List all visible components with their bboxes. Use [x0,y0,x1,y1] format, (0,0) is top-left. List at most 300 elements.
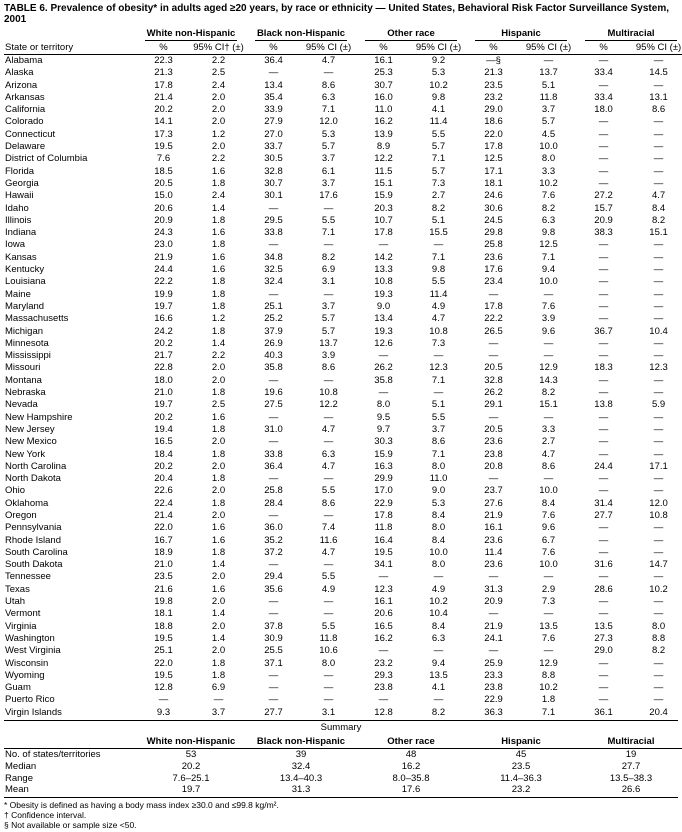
percent-value: — [598,657,609,669]
state-name: New Jersey [5,423,55,435]
ci-value: 6.3 [431,632,446,644]
percent-value: — [488,411,499,423]
table-row [4,596,682,608]
percent-value: — [378,239,389,251]
percent-value: 19.5 [154,632,173,644]
percent-value: — [598,79,609,91]
group-header-row [4,28,682,41]
percent-value: — [598,264,609,276]
ci-value: 7.6 [541,632,556,644]
percent-value: — [598,546,609,558]
table-row [4,608,682,620]
percent-value: — [598,596,609,608]
ci-value: 4.7 [431,313,446,325]
state-name: Delaware [5,141,46,153]
ci-value: 1.2 [211,128,226,140]
percent-value: — [598,374,609,386]
table-row [4,424,682,436]
percent-value: 16.1 [374,55,393,66]
ci-value: 1.8 [541,694,556,706]
ci-value: — [433,645,444,657]
footnote-not-available: § Not available or sample size <50. [4,820,137,831]
summary-value: 19 [625,749,637,761]
table-row [4,116,682,128]
ci-value: 10.2 [539,682,558,694]
ci-value: 11.4 [429,116,448,128]
ci-value: 11.4 [429,288,448,300]
summary-value: 53 [185,749,197,761]
percent-value: 24.5 [484,214,503,226]
ci-value: 5.7 [321,141,336,153]
percent-value: 12.6 [374,337,393,349]
summary-column-header: Hispanic [466,735,576,749]
percent-value: 30.7 [374,79,393,91]
ci-value: 8.6 [321,79,336,91]
ci-value: 8.0 [431,522,446,534]
ci-value: — [323,596,334,608]
ci-value: 17.6 [319,190,338,202]
summary-row-label: Median [5,760,37,772]
state-name: California [5,104,46,116]
percent-value: 29.3 [374,669,393,681]
percent-value: 24.4 [154,264,173,276]
percent-value: 20.9 [484,596,503,608]
percent-value: 30.6 [484,202,503,214]
summary-column-header: White non-Hispanic [136,735,246,749]
ci-value: 13.5 [539,620,558,632]
ci-value: 10.2 [429,596,448,608]
percent-value: 25.9 [484,657,503,669]
percent-value: 21.3 [484,67,503,79]
ci-value: 6.7 [541,534,556,546]
state-name: New Mexico [5,436,57,448]
ci-value: — [653,276,664,288]
percent-value: 20.2 [154,337,173,349]
ci-value: 2.5 [211,399,226,411]
column-group-header [356,28,466,41]
percent-value: 30.1 [264,190,283,202]
column-subheader: % [576,41,631,55]
ci-value: — [653,436,664,448]
ci-value: — [323,411,334,423]
percent-value: — [488,288,499,300]
table-row [4,264,682,276]
ci-value: 7.3 [431,177,446,189]
ci-value: — [653,374,664,386]
ci-value: 3.7 [321,153,336,165]
ci-value: 9.8 [431,91,446,103]
ci-value: 5.3 [321,128,336,140]
footnotes [4,800,678,830]
ci-value: 14.3 [539,374,558,386]
ci-value: — [653,546,664,558]
percent-value: 22.3 [154,55,173,66]
ci-value: 10.2 [539,177,558,189]
ci-value: 1.8 [211,473,226,485]
ci-value: — [323,608,334,620]
summary-value: 26.6 [621,784,641,796]
ci-value: — [653,116,664,128]
ci-value: 9.4 [541,264,556,276]
ci-value: 2.0 [211,91,226,103]
ci-value: — [653,79,664,91]
table-row [4,584,682,596]
ci-value: 1.8 [211,288,226,300]
ci-value: 7.6 [541,190,556,202]
ci-value: 12.3 [429,362,448,374]
percent-value: 19.9 [154,288,173,300]
percent-value: 19.5 [374,546,393,558]
percent-value: — [268,596,279,608]
percent-value: 22.2 [484,313,503,325]
percent-value: — [488,608,499,620]
table-row [4,252,682,264]
ci-value: — [653,387,664,399]
ci-value: 2.0 [211,485,226,497]
percent-value: 23.5 [154,571,173,583]
percent-value: 9.0 [376,300,391,312]
percent-value: — [378,387,389,399]
percent-value: 29.1 [484,399,503,411]
percent-value: 36.3 [484,706,503,718]
percent-value: 22.6 [154,485,173,497]
ci-value: — [653,596,664,608]
percent-value: — [598,116,609,128]
ci-value: 8.6 [321,362,336,374]
percent-value: 35.6 [264,583,283,595]
state-name: Maryland [5,300,45,312]
ci-value: 7.1 [431,153,446,165]
summary-body [4,749,682,797]
table-row [4,449,682,461]
ci-value: 9.6 [541,325,556,337]
state-name: Nevada [5,399,38,411]
state-name: Puerto Rico [5,694,55,706]
percent-value: — [598,423,609,435]
table-row [4,338,682,350]
percent-value: 32.4 [264,276,283,288]
percent-value: 21.3 [154,67,173,79]
ci-value: 9.8 [431,264,446,276]
table-row [4,313,682,325]
ci-value: 13.5 [429,669,448,681]
ci-value: 3.7 [431,423,446,435]
ci-value: 13.7 [539,67,558,79]
percent-value: — [268,608,279,620]
ci-value: — [653,313,664,325]
percent-value: 32.8 [484,374,503,386]
ci-value: 1.6 [211,534,226,546]
state-name: Tennessee [5,571,51,583]
percent-value: 11.4 [484,546,503,558]
ci-value: — [653,177,664,189]
table-row [4,289,682,301]
percent-value: 27.0 [264,128,283,140]
ci-value: 1.8 [211,497,226,509]
percent-value: 13.4 [264,79,283,91]
ci-value: 4.1 [431,682,446,694]
ci-value: — [653,411,664,423]
percent-value: 18.4 [154,448,173,460]
table-row [4,276,682,288]
ci-value: 5.1 [431,399,446,411]
percent-value: 17.8 [484,300,503,312]
ci-value: 4.7 [321,423,336,435]
percent-value: 23.8 [484,682,503,694]
state-name: Kentucky [5,264,45,276]
summary-value: 39 [295,749,307,761]
percent-value: 19.3 [374,288,393,300]
state-name: Florida [5,165,35,177]
percent-value: 23.2 [484,91,503,103]
percent-value: — [488,473,499,485]
ci-value: 9.0 [431,485,446,497]
ci-value: — [323,559,334,571]
percent-value: 25.5 [264,645,283,657]
table-row [4,215,682,227]
percent-value: 15.1 [374,177,393,189]
percent-value: 19.7 [154,300,173,312]
ci-value: 2.9 [541,583,556,595]
percent-value: 26.2 [484,387,503,399]
state-name: South Carolina [5,546,68,558]
table-row [4,621,682,633]
percent-value: 28.4 [264,497,283,509]
ci-value: 8.4 [431,509,446,521]
ci-value: 1.6 [211,165,226,177]
percent-value: 29.8 [484,227,503,239]
footnote-confidence-interval: † Confidence interval. [4,810,87,821]
ci-value: 5.1 [431,214,446,226]
percent-value: 16.0 [374,91,393,103]
table-row [4,375,682,387]
table-row [4,203,682,215]
percent-value: 35.8 [374,374,393,386]
percent-value: 36.0 [264,522,283,534]
percent-value: 36.1 [594,706,613,718]
state-name: Alaska [5,67,34,79]
ci-value: 2.2 [211,55,226,66]
percent-value: — [598,669,609,681]
ci-value: — [323,374,334,386]
ci-value: 12.2 [319,399,338,411]
ci-value: 11.0 [429,473,448,485]
percent-value: 19.5 [154,141,173,153]
percent-value: 23.6 [484,436,503,448]
percent-value: 23.3 [484,669,503,681]
state-name: Massachusetts [5,313,69,325]
percent-value: — [268,411,279,423]
percent-value: 11.8 [374,522,393,534]
percent-value: 23.6 [484,559,503,571]
percent-value: 33.9 [264,104,283,116]
percent-value: 16.1 [374,596,393,608]
ci-value: — [653,264,664,276]
percent-value: 8.9 [376,141,391,153]
ci-value: 1.8 [211,669,226,681]
ci-value: — [543,473,554,485]
state-name: Illinois [5,214,32,226]
percent-value: 33.8 [264,227,283,239]
ci-value: 6.9 [321,264,336,276]
summary-title: Summary [320,722,362,734]
percent-value: 7.6 [156,153,171,165]
percent-value: 9.5 [376,411,391,423]
ci-value: 1.6 [211,583,226,595]
percent-value: — [598,350,609,362]
percent-value: — [268,67,279,79]
percent-value: 17.8 [374,509,393,521]
ci-value: 1.6 [211,264,226,276]
ci-value: 8.4 [651,202,666,214]
percent-value: — [598,608,609,620]
percent-value: 31.3 [484,583,503,595]
percent-value: 36.7 [594,325,613,337]
percent-value: — [268,239,279,251]
percent-value: 26.9 [264,337,283,349]
ci-value: 7.6 [541,546,556,558]
percent-value: — [268,669,279,681]
percent-value: — [598,276,609,288]
column-subheader: % [356,41,411,55]
percent-value: 35.2 [264,534,283,546]
percent-value: — [488,645,499,657]
summary-column-header: Black non-Hispanic [246,735,356,749]
percent-value: 23.7 [484,485,503,497]
state-name: Pennsylvania [5,522,62,534]
summary-value: 8.0–35.8 [392,772,430,784]
column-group-label: Hispanic [475,28,567,41]
table-row [4,301,682,313]
ci-value: 8.2 [651,645,666,657]
percent-value: — [598,411,609,423]
percent-value: 22.9 [374,497,393,509]
ci-value: — [213,694,224,706]
ci-value: 13.1 [649,91,668,103]
ci-value: 7.1 [321,227,336,239]
summary-header-spacer [4,735,136,749]
ci-value: 12.9 [539,657,558,669]
table-row [4,645,682,657]
percent-value: — [268,288,279,300]
state-name: Oregon [5,509,37,521]
table-row [4,104,682,116]
percent-value: 27.7 [594,509,613,521]
summary-value: 48 [405,749,417,761]
ci-value: — [543,55,554,66]
percent-value: 30.5 [264,153,283,165]
percent-value: 13.4 [374,313,393,325]
percent-value: 25.1 [154,645,173,657]
ci-value: 10.2 [649,583,668,595]
state-name: Mississippi [5,350,51,362]
percent-value: — [598,522,609,534]
ci-value: 2.0 [211,460,226,472]
percent-value: — [598,313,609,325]
table-row [4,326,682,338]
table-row [4,55,682,68]
ci-value: — [653,669,664,681]
ci-value: 3.9 [541,313,556,325]
ci-value: — [323,669,334,681]
percent-value: 23.8 [484,448,503,460]
percent-value: 18.6 [484,116,503,128]
footnote-obesity-definition: * Obesity is defined as having a body mass index ≥30.0 and ≤99.8 kg/m². [4,800,279,811]
percent-value: 16.6 [154,313,173,325]
ci-value: 10.4 [429,608,448,620]
ci-value: — [323,239,334,251]
percent-value: 23.2 [374,657,393,669]
ci-value: 2.4 [211,79,226,91]
ci-value: 10.8 [429,325,448,337]
ci-value: 2.0 [211,571,226,583]
percent-value: 22.0 [154,657,173,669]
ci-value: 5.3 [431,497,446,509]
percent-value: 12.8 [154,682,173,694]
ci-value: 8.4 [541,497,556,509]
percent-value: 20.5 [154,177,173,189]
ci-value: 1.4 [211,559,226,571]
column-subheader: 95% CI (±) [411,41,466,55]
column-group-label: Other race [365,28,457,41]
ci-value: 1.8 [211,276,226,288]
ci-value: 11.8 [319,632,338,644]
percent-value: 21.6 [154,583,173,595]
percent-value: — [268,436,279,448]
percent-value: — [378,645,389,657]
percent-value: 17.8 [374,227,393,239]
percent-value: 25.1 [264,300,283,312]
percent-value: 32.5 [264,264,283,276]
ci-value: 8.4 [431,534,446,546]
percent-value: 12.8 [374,706,393,718]
ci-value: 3.7 [211,706,226,718]
table-row [4,436,682,448]
table-row [4,412,682,424]
bottom-divider [4,797,678,798]
ci-value: — [653,300,664,312]
summary-row [4,749,682,761]
percent-value: 17.8 [154,79,173,91]
ci-value: 2.0 [211,509,226,521]
state-name: Wisconsin [5,657,49,669]
column-subheader: % [136,41,191,55]
percent-value: 31.6 [594,559,613,571]
ci-value: 1.4 [211,337,226,349]
ci-value: 7.3 [431,337,446,349]
percent-value: 11.0 [374,104,393,116]
summary-value: 45 [515,749,527,761]
percent-value: 20.5 [484,423,503,435]
ci-value: 1.4 [211,202,226,214]
percent-value: 19.8 [154,596,173,608]
table-row [4,559,682,571]
ci-value: 2.5 [211,67,226,79]
ci-value: 4.9 [431,300,446,312]
table-row [4,473,682,485]
ci-value: 4.9 [431,583,446,595]
ci-value: 12.0 [319,116,338,128]
ci-value: — [543,288,554,300]
ci-value: 8.2 [321,251,336,263]
ci-value: — [653,522,664,534]
ci-value: 2.0 [211,436,226,448]
percent-value: 29.9 [374,473,393,485]
ci-value: 1.8 [211,387,226,399]
table-row [4,694,682,706]
percent-value: 23.8 [374,682,393,694]
percent-value: 14.1 [154,116,173,128]
